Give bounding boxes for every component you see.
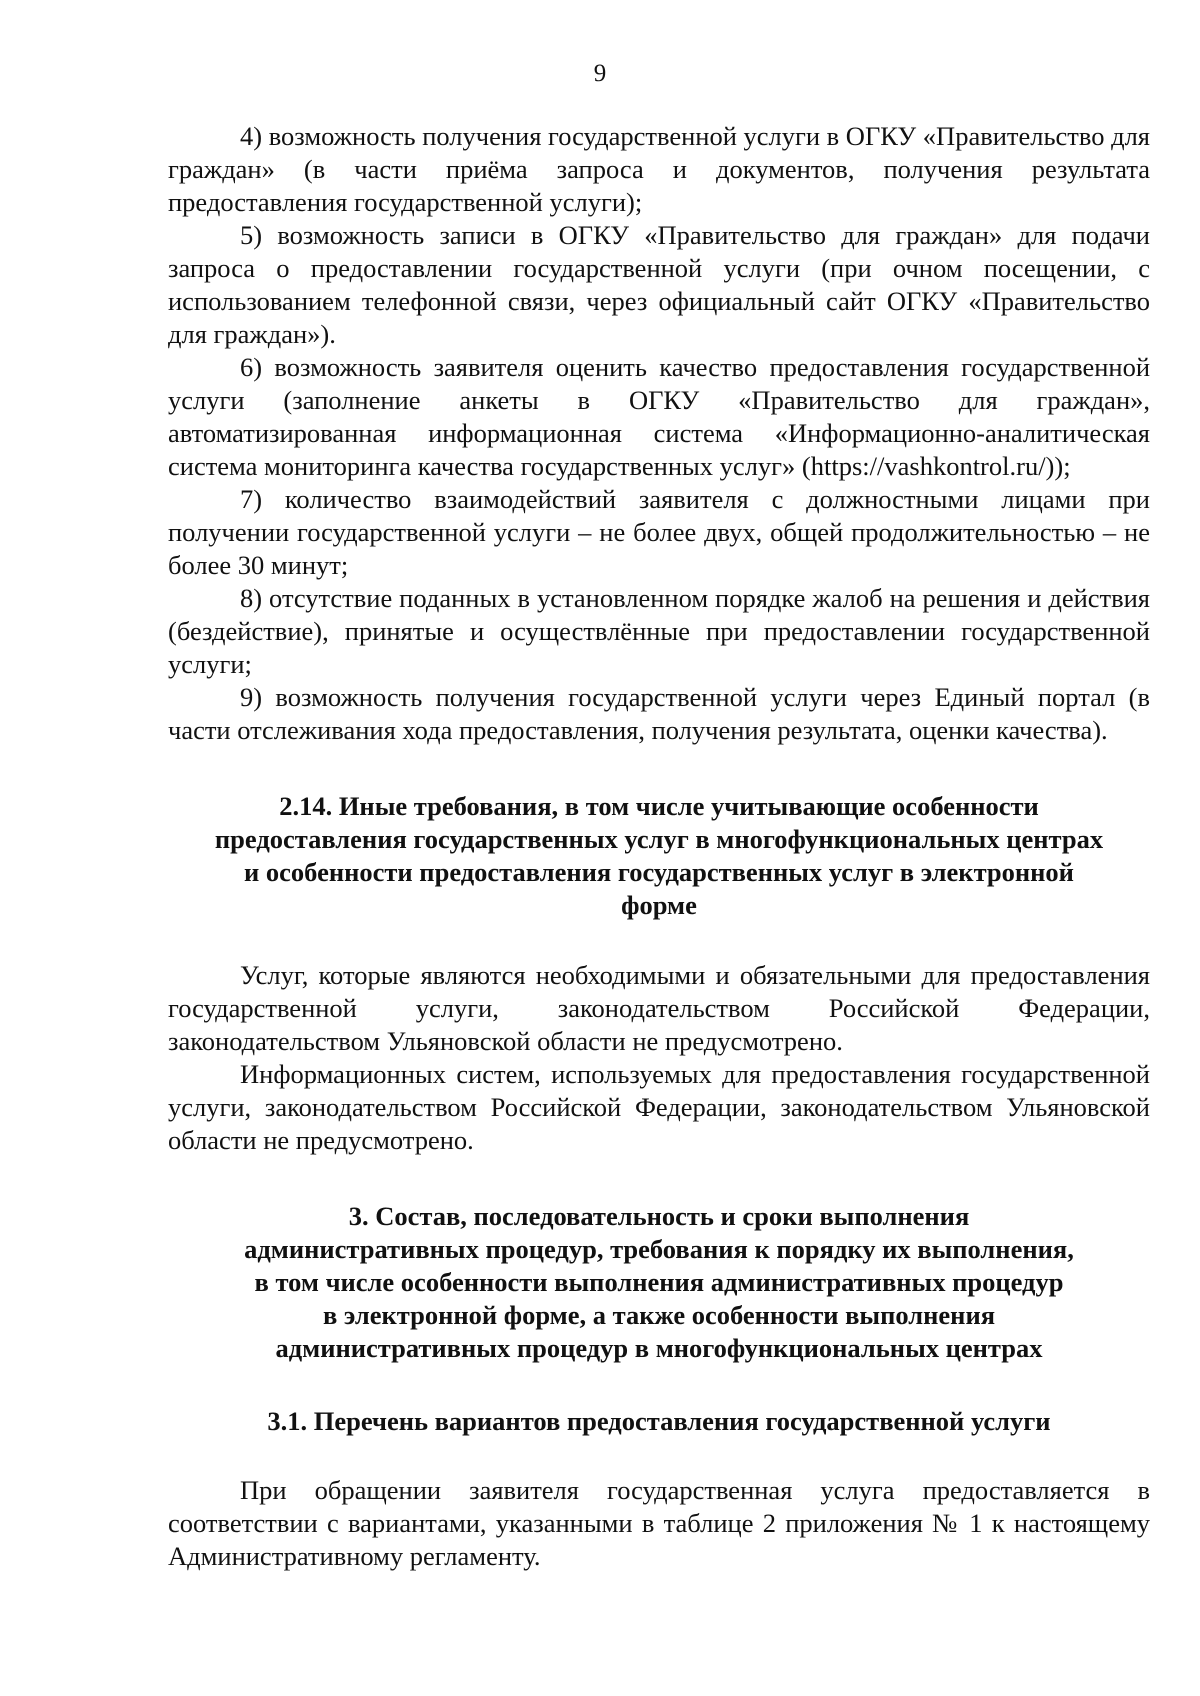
list-item-7: 7) количество взаимодействий заявителя с должностными лицами при получении государственной услуги – не более двух, общей продолжительностью – не более 30 минут; bbox=[168, 484, 1150, 580]
list-item-8: 8) отсутствие поданных в установленном порядке жалоб на решения и действия (бездействие), принятые и осуществлённые при предоставлении государственной услуги; bbox=[168, 583, 1150, 679]
section-3-1-paragraph: При обращении заявителя государственная услуга предоставляется в соответствии с вариантами, указанными в таблице 2 приложения № 1 к настоящему Административному регламенту. bbox=[168, 1475, 1150, 1571]
section-2-14-paragraph-info-systems: Информационных систем, используемых для предоставления государственной услуги, законодательством Российской Федерации, законодательством Ульяновской области не предусмотрено. bbox=[168, 1059, 1150, 1155]
section-2-14-heading bbox=[168, 790, 1150, 922]
section-2-14-heading-line: и особенности предоставления государственных услуг в электронной bbox=[244, 857, 1074, 887]
section-3-heading bbox=[168, 1200, 1150, 1365]
section-3-heading-line: 3. Состав, последовательность и сроки выполнения bbox=[348, 1201, 970, 1231]
page-number: 9 bbox=[593, 60, 607, 87]
section-3-1-heading: 3.1. Перечень вариантов предоставления государственной услуги bbox=[267, 1406, 1051, 1436]
list-item-5: 5) возможность записи в ОГКУ «Правительство для граждан» для подачи запроса о предоставлении государственной услуги (при очном посещении, с использованием телефонной связи, через официальный сайт ОГКУ «Правительство для граждан»). bbox=[168, 220, 1150, 349]
section-3-heading-line: административных процедур, требования к порядку их выполнения, bbox=[244, 1234, 1074, 1264]
section-3-heading-line: в электронной форме, а также особенности выполнения bbox=[322, 1300, 996, 1330]
list-item-6: 6) возможность заявителя оценить качество предоставления государственной услуги (заполнение анкеты в ОГКУ «Правительство для граждан», автоматизированная информационная система «Информационно-аналитическая система мониторинга качества государственных услуг» (https://vashkontrol.ru/)); bbox=[168, 352, 1150, 481]
section-2-14-heading-line: предоставления государственных услуг в многофункциональных центрах bbox=[214, 824, 1104, 854]
section-2-14-heading-line: форме bbox=[621, 890, 697, 920]
list-item-9: 9) возможность получения государственной услуги через Единый портал (в части отслеживания хода предоставления, получения результата, оценки качества). bbox=[168, 682, 1150, 745]
document-body bbox=[168, 120, 1150, 1573]
section-2-14-paragraph-services: Услуг, которые являются необходимыми и обязательными для предоставления государственной услуги, законодательством Российской Федерации, законодательством Ульяновской области не предусмотрено. bbox=[168, 960, 1150, 1056]
section-2-14-heading-line: 2.14. Иные требования, в том числе учитывающие особенности bbox=[279, 791, 1039, 821]
section-3-heading-line: в том числе особенности выполнения административных процедур bbox=[254, 1267, 1064, 1297]
section-3-heading-line: административных процедур в многофункциональных центрах bbox=[275, 1333, 1043, 1363]
list-item-4: 4) возможность получения государственной услуги в ОГКУ «Правительство для граждан» (в части приёма запроса и документов, получения результата предоставления государственной услуги); bbox=[168, 121, 1150, 217]
